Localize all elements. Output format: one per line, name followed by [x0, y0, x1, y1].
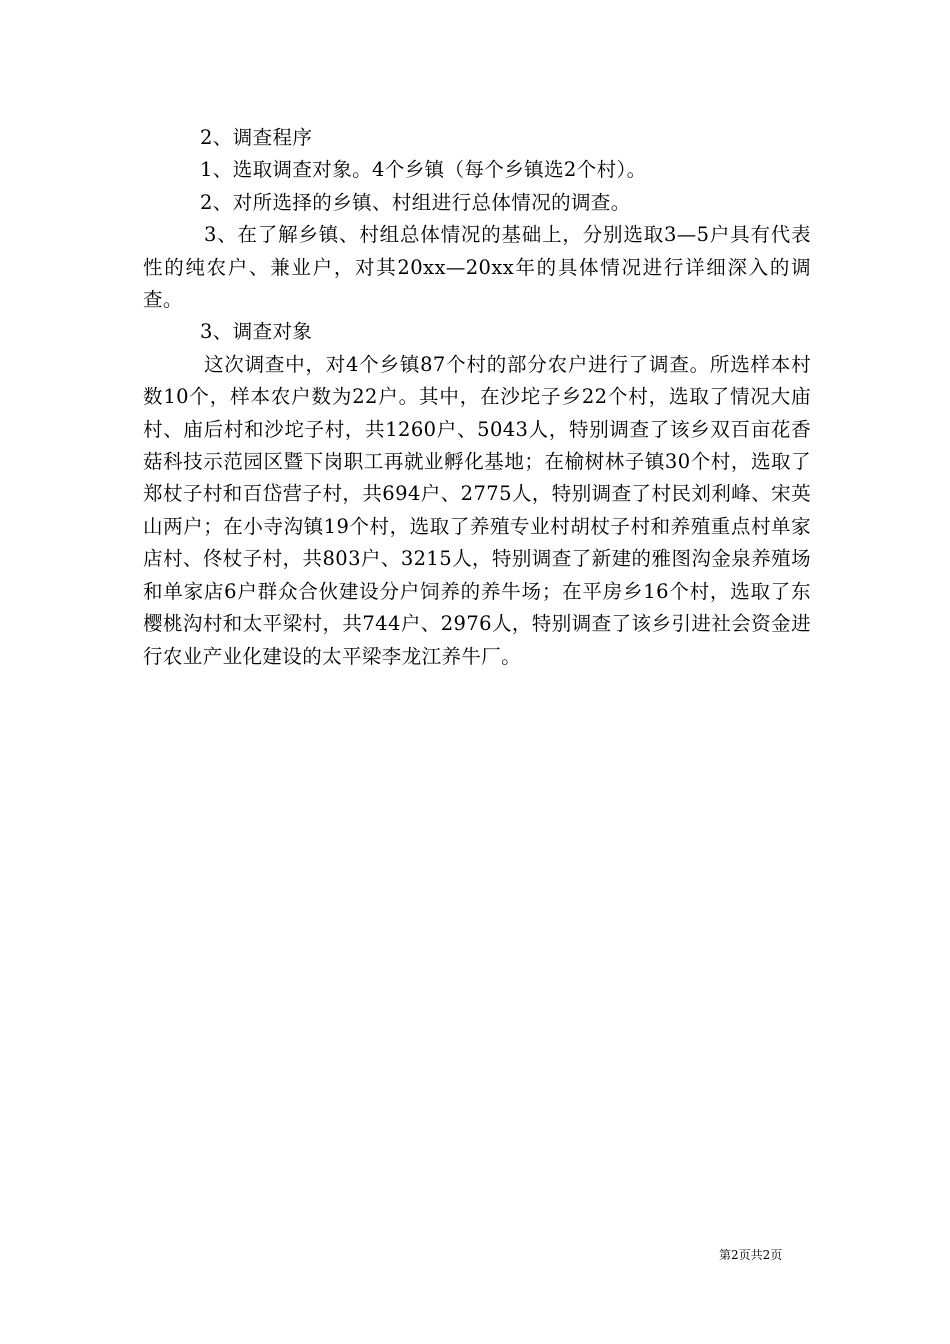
paragraph-step-1: 1、选取调查对象。4个乡镇（每个乡镇选2个村）。	[200, 158, 647, 182]
paragraph-step-3: 3、在了解乡镇、村组总体情况的基础上，分别选取3—5户具有代表性的纯农户、兼业户，对其20xx—20xx年的具体情况进行详细深入的调查。	[143, 223, 811, 312]
paragraph-step-2: 2、对所选择的乡镇、村组进行总体情况的调查。	[200, 190, 631, 214]
page-number-footer: 第2页共2页	[719, 1248, 783, 1262]
section-heading-procedure: 2、调查程序	[200, 126, 313, 149]
section-heading-subjects: 3、调查对象	[200, 320, 313, 344]
document-body	[143, 122, 811, 673]
paragraph-subjects-detail: 这次调查中，对4个乡镇87个村的部分农户进行了调查。所选样本村数10个，样本农户数为22户。其中，在沙坨子乡22个村，选取了情况大庙村、庙后村和沙坨子村，共1260户、5043人，特别调查了该乡双百亩花香菇科技示范园区暨下岗职工再就业孵化基地；在榆树林子镇30个村，选取了郑杖子村和百岱营子村，共694户、2775人，特别调查了村民刘利峰、宋英山两户；在小寺沟镇19个村，选取了养殖专业村胡杖子村和养殖重点村单家店村、佟杖子村，共803户、3215人，特别调查了新建的雅图沟金泉养殖场和单家店6户群众合伙建设分户饲养的养牛场；在平房乡16个村，选取了东樱桃沟村和太平梁村，共744户、2976人，特别调查了该乡引进社会资金进行农业产业化建设的太平梁李龙江养牛厂。	[143, 352, 811, 668]
